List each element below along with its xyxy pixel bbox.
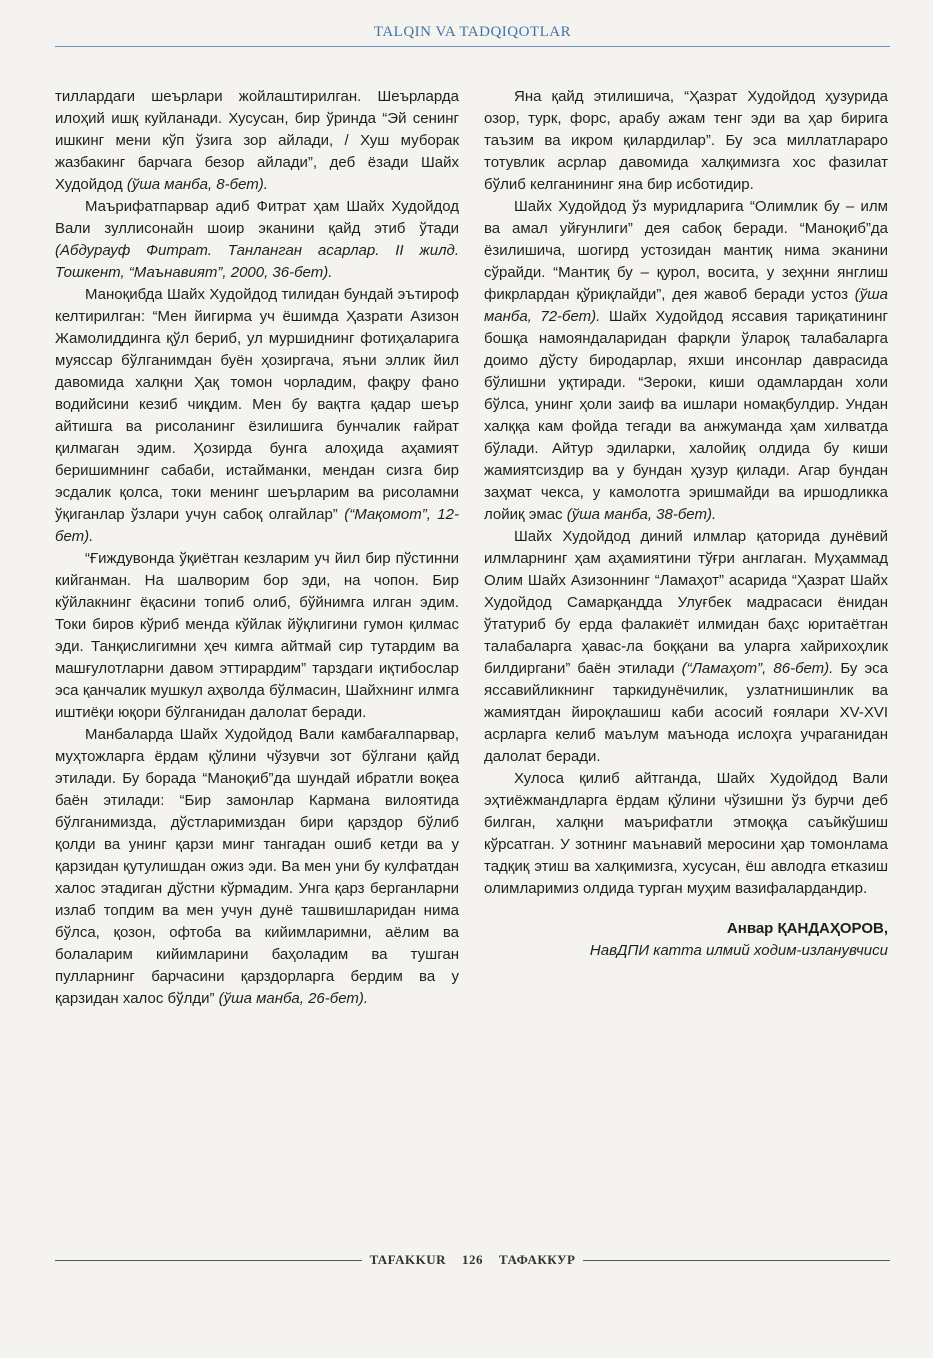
- page-footer: [55, 1250, 890, 1270]
- paragraph: [484, 526, 888, 768]
- paragraph-text: Яна қайд этилишича, “Ҳазрат Худойдод ҳузурида озор, турк, форс, арабу ажам тенг эди ва ҳар бирига таъзим ва икром қилардилар”. Бу эса миллатлараро тотувлик асрлар давомида халқимизга хос фазилат бўлиб келганининг яна бир исботидир.: [484, 88, 888, 193]
- page-number: 126: [462, 1252, 484, 1267]
- citation: (“Ламаҳот”, 86-бет).: [681, 660, 834, 677]
- paragraph-text: Хулоса қилиб айтганда, Шайх Худойдод Вали эҳтиёжмандларга ёрдам қўлини чўзишни ўз бурчи деб билган, халқни маърифатли этмоққа саъйкўшиш кўрсатган. У зотнинг маънавий меросини ҳар томонлама тадқиқ этиш ва халқимизга, хусусан, ёш авлодга етказиш олимларимиз олдида турган муҳим вазифалардандир.: [484, 770, 888, 897]
- author-signature: [484, 918, 888, 962]
- paragraph: [55, 724, 459, 1010]
- citation: (ўша манба, 72-бет).: [484, 286, 888, 325]
- paragraph: [55, 196, 459, 284]
- paragraph: [484, 196, 888, 526]
- paragraph-text: Шайх Худойдод диний илмлар қаторида дунёвий илмларнинг ҳам аҳамиятини тўғри англаган. Муҳаммад Олим Шайх Азизоннинг “Ламаҳот” асарида “Ҳазрат Шайх Худойдод Самарқандда Улуғбек мадрасаси ёнидан ўтатуриб бу ерда фалакиёт илмидан баҳс юритаётган талабаларга ҳавас-ла боққани ва уларга хайрихоҳлик билдиргани” баён этилади: [484, 528, 888, 677]
- citation: (ўша манба, 8-бет).: [126, 176, 268, 193]
- paragraph: [484, 86, 888, 196]
- citation: (Абдурауф Фитрат. Танланган асарлар. II жилд. Тошкент, “Маънавият”, 2000, 36-бет).: [55, 242, 459, 281]
- author-role: НавДПИ катта илмий ходим-изланувчиси: [589, 942, 888, 959]
- citation: (ўша манба, 26-бет).: [218, 990, 369, 1007]
- citation: (ўша манба, 38-бет).: [566, 506, 717, 523]
- paragraph-text: тиллардаги шеърлари жойлаштирилган. Шеърларда илоҳий ишқ куйланади. Хусусан, бир ўринда “Эй сенинг ишкинг мени кўп ўзига зор айлади, / Хуш муборак жазбакинг барчага безор айлади”, деб ёзади Шайх Худойдод: [55, 88, 459, 193]
- paragraph: [55, 548, 459, 724]
- paragraph-text: “Ғиждувонда ўқиётган кезларим уч йил бир пўстинни кийганман. На шалворим бор эди, на чопон. Бир кўйлакнинг ёқасини топиб олиб, бўйнимга илган эдим. Токи биров кўриб менда кўйлак йўқлигини гумон қилмас эди. Танқислигимни ҳеч кимга айтмай сир тутардим ва машғулотларни давом эттирардим” тарздаги иқтибослар эса қанчалик мушкул аҳволда бўлмасин, Шайхнинг илмга иштиёқи юқори бўлганидан далолат беради.: [55, 550, 459, 721]
- footer-magazine-cyrillic: ТАФАККУР: [499, 1252, 576, 1267]
- left-column: [55, 86, 459, 1010]
- paragraph: [55, 284, 459, 548]
- paragraph: [484, 768, 888, 900]
- footer-rule-left: [55, 1260, 362, 1261]
- paragraph-text: Шайх Худойдод яссавия тариқатининг бошқа намояндаларидан фарқли ўлароқ талабаларга доимо дўсту биродарлар, яхши инсонлар даврасида бўлишни уқтиради. “Зероки, киши одамлардан холи бўлса, унинг ҳоли заиф ва ишлари номақбулдир. Ундан халққа кам фойда тегади ва анжуманда ҳам хилватда бўлади. Айтур эдиларки, халойиқ олдида бу киши жамиятсиздир ва у бундан ҳузур қилади. Агар бундан заҳмат чекса, у камолотга эришмайди ва иршодликка лойиқ эмас: [484, 308, 888, 523]
- running-header: TALQIN VA TADQIQOTLAR: [373, 24, 572, 40]
- header-rule: [55, 46, 890, 47]
- footer-magazine-latin: TAFAKKUR: [369, 1252, 447, 1267]
- paragraph-text: Маноқибда Шайх Худойдод тилидан бундай эътироф келтирилган: “Мен йигирма уч ёшимда Ҳазрати Азизон Жамолиддинга қўл бериб, ул муршиднинг фотиҳаларига муяссар бўлганимдан буён ҳозиргача, яъни эллик йил давомида халқни Ҳақ томон чорладим, фақру фано водийсини кезиб чиқдим. Мен бу вақтга қадар шеър айтишга ва рисоланинг ёзилишига бунчалик ғайрат қилмаган эдим. Ҳозирда бунга алоҳида аҳамият беришимнинг сабаби, истайманки, мендан сизга бир эсдалик қолса, токи менинг шеърларим ва рисоламни ўқиганлар ўзлари учун сабоқ олгайлар”: [55, 286, 459, 523]
- paragraph-text: Маърифатпарвар адиб Фитрат ҳам Шайх Худойдод Вали зуллисонайн шоир эканини қайд этиб ўтади: [55, 198, 459, 237]
- paragraph-text: Шайх Худойдод ўз муридларига “Олимлик бу – илм ва амал уйғунлиги” дея сабоқ беради. “Маноқиб”да ёзилишича, шогирд устозидан мантиқ нима эканини сўрайди. “Мантиқ бу – қурол, восита, у зеҳнни янглиш фикрлардан қўриқлайди”, дея жавоб беради устоз: [484, 198, 888, 303]
- paragraph: [55, 86, 459, 196]
- citation: (“Мақомот”, 12-бет).: [55, 506, 459, 545]
- footer-rule-right: [583, 1260, 890, 1261]
- paragraph-text: Бу эса яссавийликнинг таркидунёчилик, узлатнишинлик ва жамиятдан йироқлашиш каби асосий ғоялари XV-XVI асрларга келиб маълум маънода ислоҳга учраганидан далолат беради.: [484, 660, 888, 765]
- paragraph-text: Манбаларда Шайх Худойдод Вали камбағалпарвар, муҳтожларга ёрдам қўлини чўзувчи зот бўлгани қайд этилади. Бу борада “Маноқиб”да шундай ибратли воқеа баён этилади: “Бир замонлар Кармана вилоятида бўлганимизда, дўстларимиздан бири қарздор бўлиб қолди ва унинг қарзи минг тангадан ошиб кетди ва у қарзидан қутулишдан ожиз эди. Ва мен уни бу кулфатдан халос этадиган дўстни кўрмадим. Унга қарз берганларни излаб топдим ва мен учун дунё ташвишларидан нима бўлса, қозон, офтоба ва кийимларимни, аёлим ва болаларим кийимларини баҳоладим ва тушган пулларнинг барчасини қарздорларга бердим ва у қарзидан халос бўлди”: [55, 726, 459, 1007]
- right-column: [484, 86, 888, 962]
- author-name: Анвар ҚАНДАҲОРОВ,: [726, 920, 888, 937]
